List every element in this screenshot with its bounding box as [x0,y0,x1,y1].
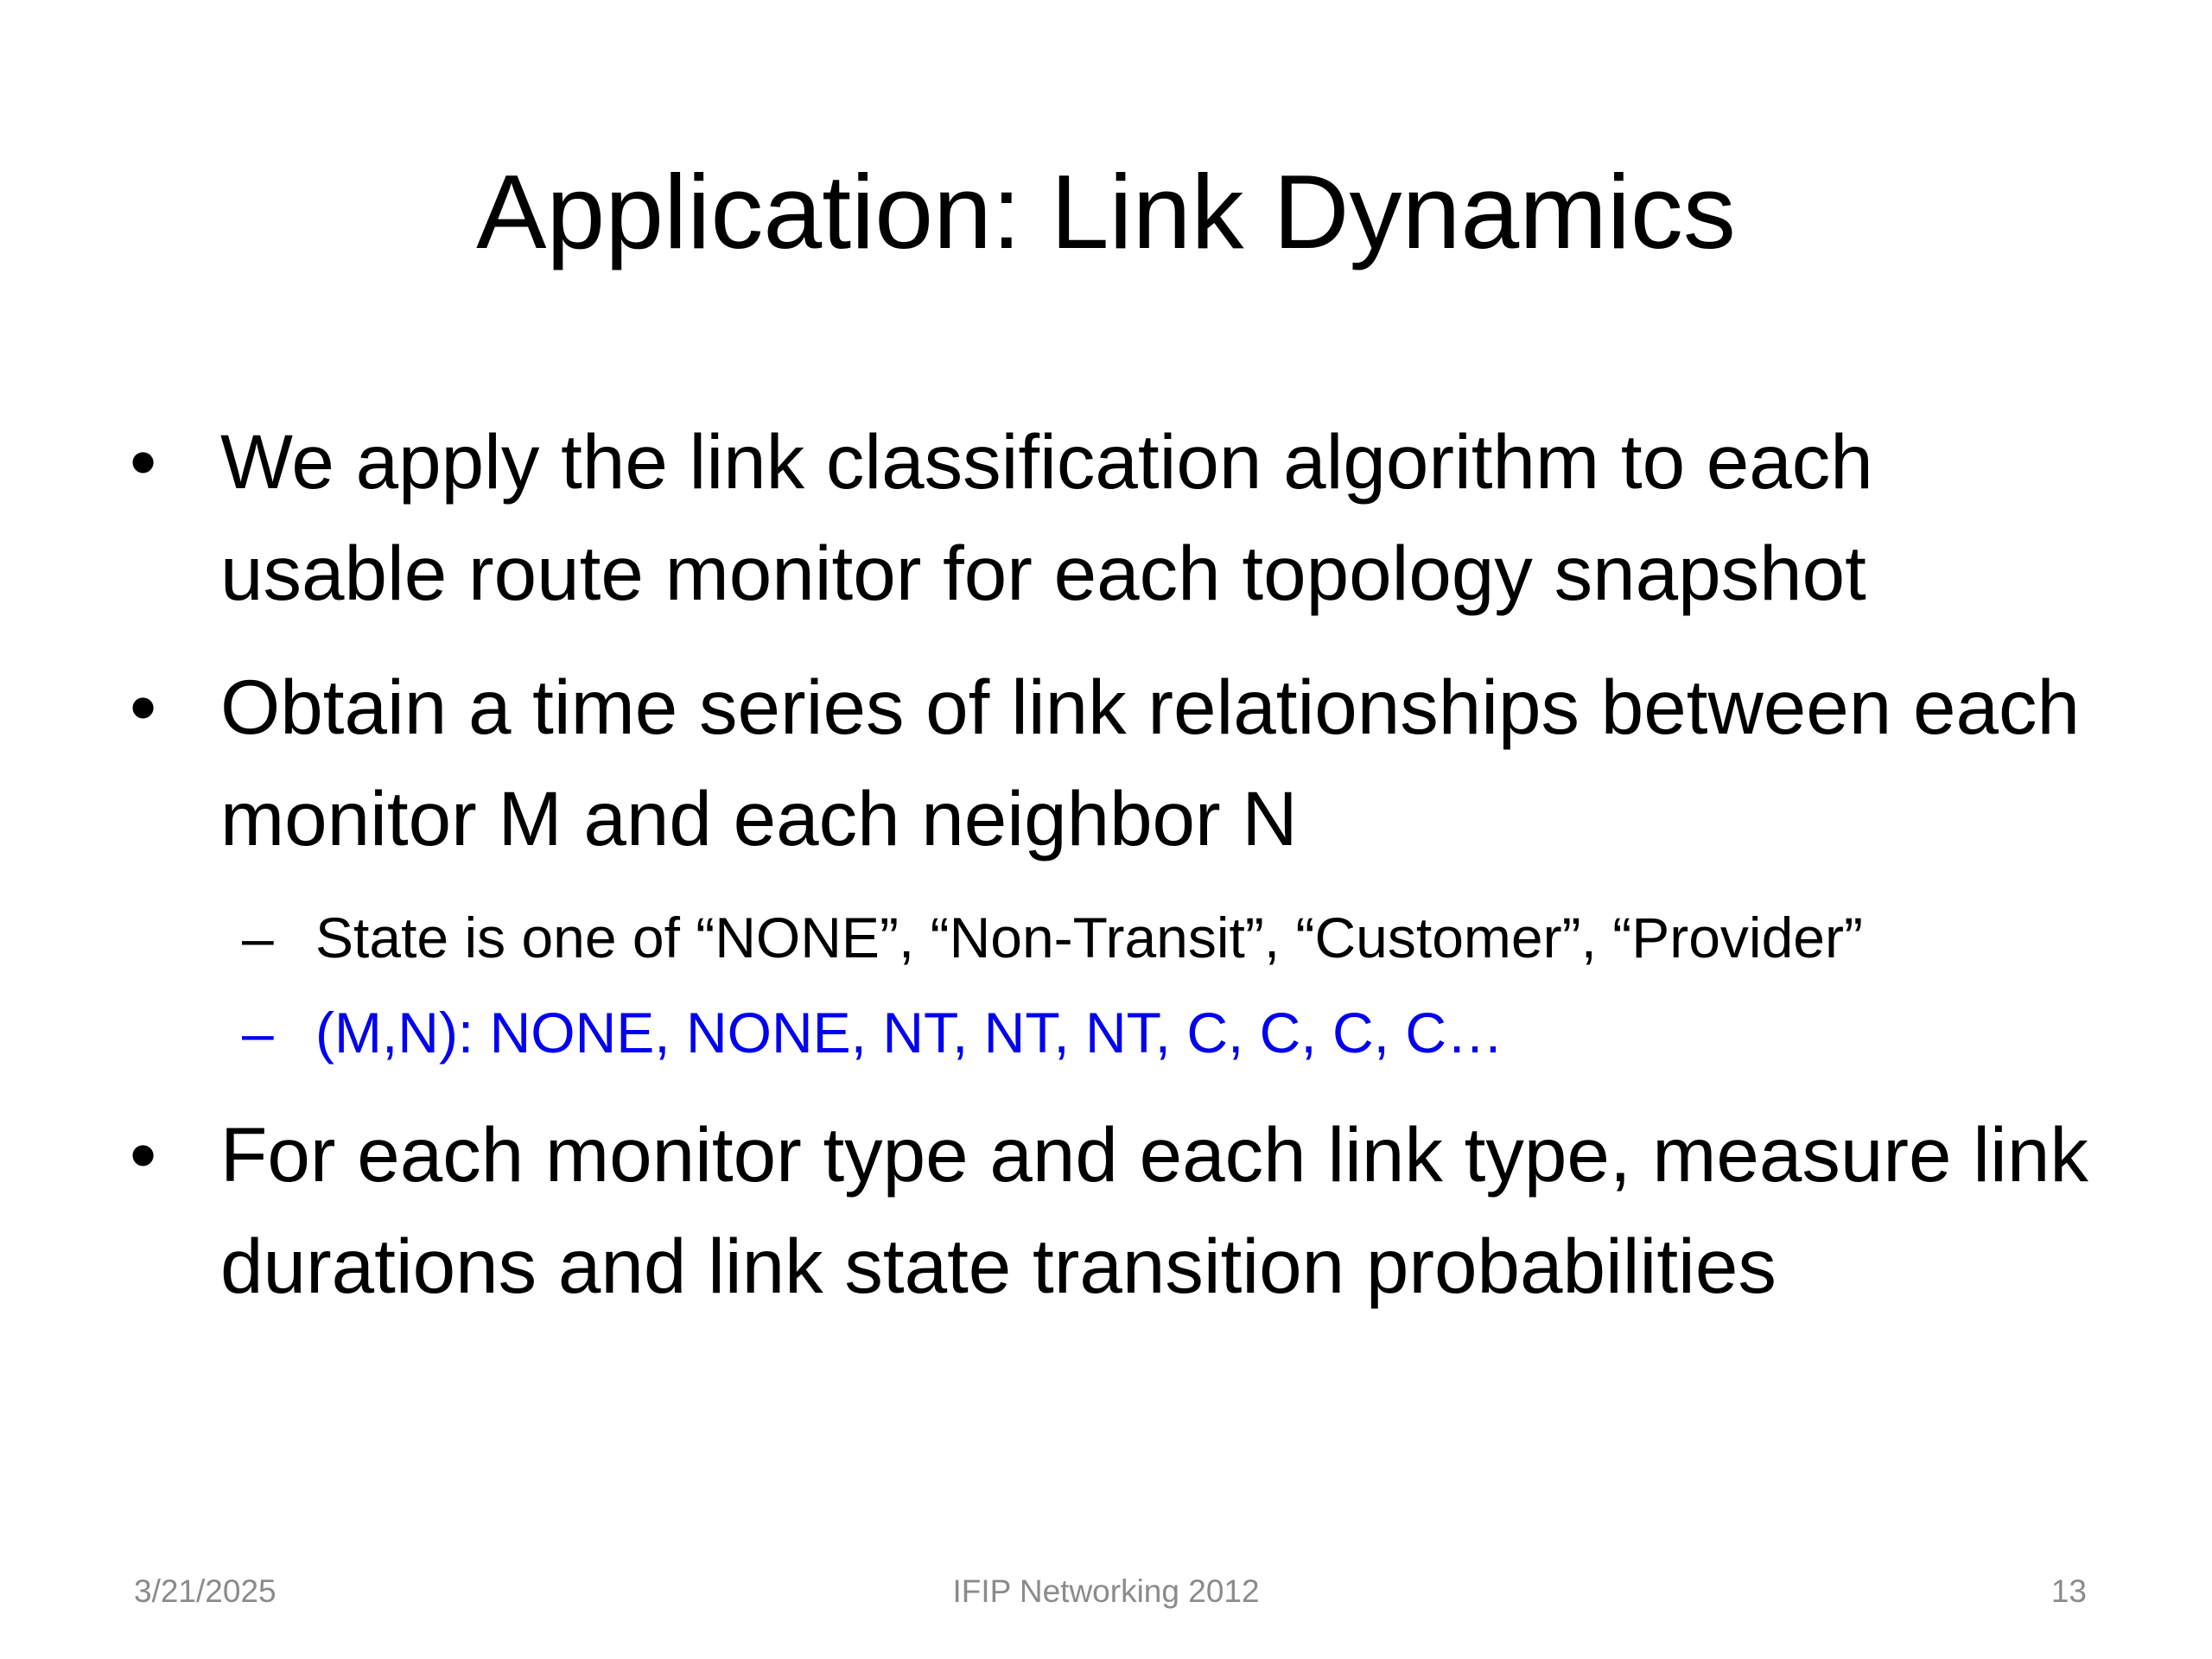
footer-conference: IFIP Networking 2012 [952,1573,1260,1609]
bullet-icon: • [130,664,157,750]
dash-icon: – [242,1001,274,1065]
slide-title: Application: Link Dynamics [476,153,1736,270]
bullet-icon: • [130,418,157,505]
footer-date: 3/21/2025 [134,1573,276,1609]
footer-page-number: 13 [2050,1573,2087,1609]
bullet-1 [130,406,2117,629]
slide-content [130,406,2117,1344]
bullet-2-subbullets [130,890,2117,1080]
subbullet-2-text: (M,N): NONE, NONE, NT, NT, NT, C, C, C, C… [315,1001,1504,1065]
bullet-2 [130,652,2117,874]
bullet-icon: • [130,1111,157,1198]
dash-icon: – [242,906,274,969]
subbullet-1-text: State is one of “NONE”, “Non-Transit”, “Customer”, “Provider” [315,906,1863,969]
subbullet-1 [130,890,2117,985]
bullet-3-text: For each monitor type and each link type, measure link durations and link state transition probabilities [220,1111,2088,1309]
bullet-3 [130,1099,2117,1322]
bullet-1-text: We apply the link classification algorithm to each usable route monitor for each topology snapshot [220,418,1873,616]
subbullet-2 [130,985,2117,1080]
bullet-2-text: Obtain a time series of link relationships between each monitor M and each neighbor N [220,664,2080,861]
